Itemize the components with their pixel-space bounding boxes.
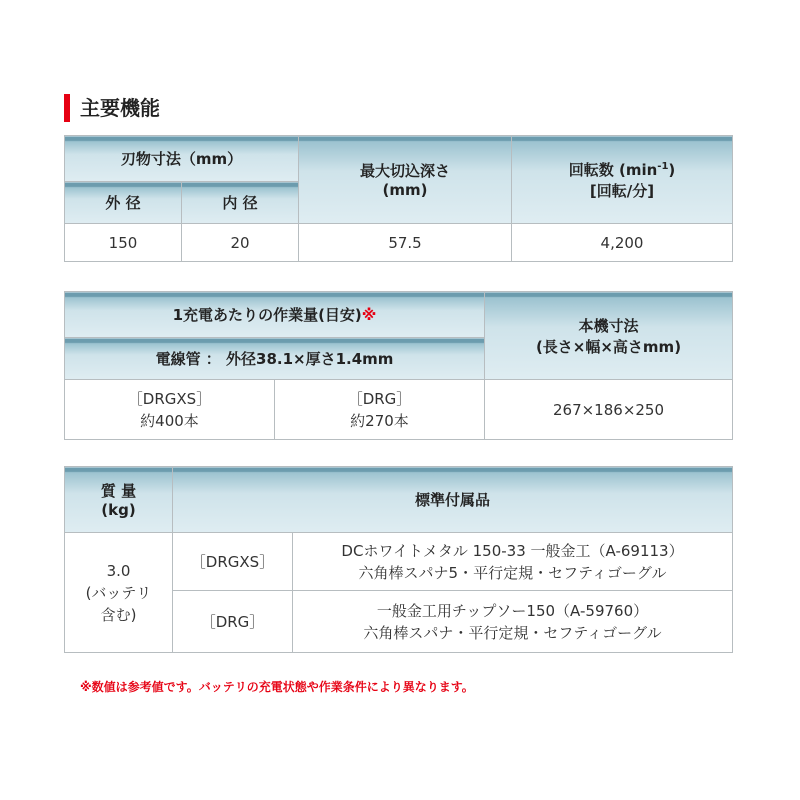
mass-value-line1: 3.0 <box>106 561 131 580</box>
drgxs-workload <box>65 380 275 440</box>
spec-table-accessories <box>64 466 733 653</box>
mass-header <box>65 467 173 533</box>
mass-header-line2: (kg) <box>101 501 136 519</box>
drgxs-accessories <box>293 533 733 591</box>
body-dimensions-value: 267×186×250 <box>485 380 733 440</box>
max-cut-depth-header-line2: (mm) <box>382 181 428 199</box>
drg-workload-value: 約270本 <box>350 411 409 430</box>
drgxs-model-label: ［DRGXS］ <box>127 389 212 408</box>
body-dimensions-header <box>485 292 733 380</box>
spec-table-blade <box>64 135 733 262</box>
mass-value-line2: (バッテリ <box>85 583 152 602</box>
mass-header-line1: 質 量 <box>100 482 137 500</box>
drg-accessories-line1: 一般金工用チップソー150（A-59760） <box>376 601 649 620</box>
title-accent-bar <box>64 94 70 122</box>
max-cut-depth-header <box>299 136 512 224</box>
max-cut-depth-value: 57.5 <box>299 224 512 262</box>
rpm-header-line2: [回転/分] <box>589 181 655 200</box>
work-per-charge-text: 1充電あたりの作業量(目安) <box>172 306 362 324</box>
drg-model-label: ［DRG］ <box>347 389 412 408</box>
rpm-header-close: ) <box>668 160 676 179</box>
rpm-header <box>512 136 733 224</box>
inner-diameter-value: 20 <box>182 224 299 262</box>
drg-accessories <box>293 591 733 653</box>
mass-value-line3: 含む) <box>100 605 137 624</box>
conduit-spec-header: 電線管 ： 外径38.1×厚さ1.4mm <box>65 338 485 380</box>
drgxs-workload-value: 約400本 <box>140 411 199 430</box>
rpm-header-sup: -1 <box>657 160 669 172</box>
blade-size-header: 刃物寸法（mm） <box>65 136 299 182</box>
section-title: 主要機能 <box>80 96 160 120</box>
drg-workload <box>275 380 485 440</box>
work-per-charge-header <box>65 292 485 338</box>
rpm-header-line1 <box>512 159 732 180</box>
standard-accessories-header: 標準付属品 <box>173 467 733 533</box>
drg-accessories-line2: 六角棒スパナ・平行定規・セフティゴーグル <box>363 623 662 642</box>
rpm-value: 4,200 <box>512 224 733 262</box>
mass-value <box>65 533 173 653</box>
body-dimensions-header-line1: 本機寸法 <box>578 316 639 335</box>
outer-diameter-header: 外 径 <box>65 182 182 224</box>
body-dimensions-header-line2: (長さ×幅×高さmm) <box>535 337 682 356</box>
rpm-header-text: 回転数 (min <box>568 160 658 179</box>
inner-diameter-header: 内 径 <box>182 182 299 224</box>
drg-model-label: ［DRG］ <box>173 591 293 653</box>
drgxs-model-label: ［DRGXS］ <box>173 533 293 591</box>
drgxs-accessories-line2: 六角棒スパナ5・平行定規・セフティゴーグル <box>358 563 667 582</box>
spec-table-workload <box>64 291 733 440</box>
work-per-charge-note-mark: ※ <box>361 306 377 324</box>
outer-diameter-value: 150 <box>65 224 182 262</box>
max-cut-depth-header-line1: 最大切込深さ <box>360 162 451 180</box>
footnote: ※数値は参考値です。バッテリの充電状態や作業条件により異なります。 <box>80 680 474 694</box>
drgxs-accessories-line1: DCホワイトメタル 150-33 一般金工（A-69113） <box>341 541 684 560</box>
